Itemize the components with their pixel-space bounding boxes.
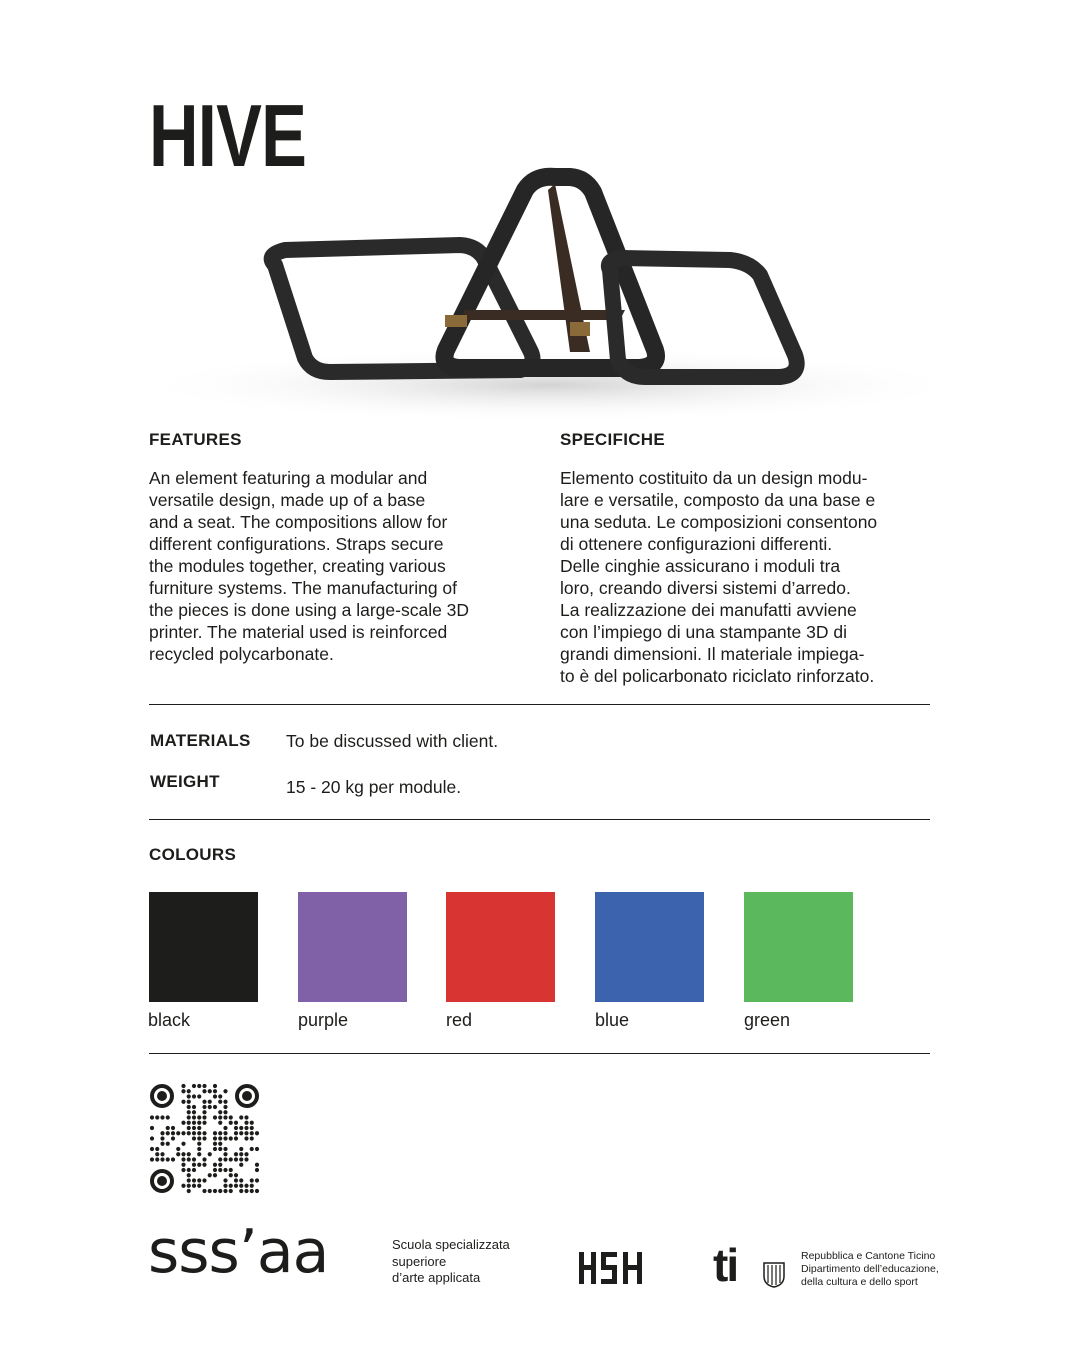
divider bbox=[149, 819, 930, 820]
divider bbox=[149, 704, 930, 705]
materials-value: To be discussed with client. bbox=[286, 731, 499, 751]
colour-swatch-green bbox=[744, 892, 853, 1002]
colour-swatch-blue bbox=[595, 892, 704, 1002]
canton-department: Repubblica e Cantone Ticino Dipartimento dell’educazione, della cultura e dello sport bbox=[801, 1250, 939, 1288]
colours-heading: COLOURS bbox=[149, 845, 237, 864]
colour-swatch-purple bbox=[298, 892, 407, 1002]
weight-label: WEIGHT bbox=[150, 772, 220, 791]
colour-swatch-red bbox=[446, 892, 555, 1002]
school-name: Scuola specializzata superiore d’arte applicata bbox=[392, 1237, 510, 1285]
divider bbox=[149, 1053, 930, 1054]
ticino-crest-icon bbox=[763, 1262, 785, 1288]
sssaa-logo: sss’aa bbox=[148, 1217, 329, 1287]
specifiche-heading: SPECIFICHE bbox=[560, 430, 666, 449]
colour-label: green bbox=[744, 1010, 791, 1030]
hsh-logo-icon bbox=[577, 1250, 647, 1286]
colour-label: red bbox=[446, 1010, 473, 1030]
colour-label: black bbox=[148, 1010, 191, 1030]
product-image bbox=[100, 160, 980, 430]
materials-label: MATERIALS bbox=[150, 731, 251, 750]
page-title: HIVE bbox=[149, 86, 307, 185]
features-heading: FEATURES bbox=[149, 430, 242, 449]
specifiche-text: Elemento costituito da un design modu- lare e versatile, composto da una base e una seduta. Le composizioni consentono di ottenere configurazioni differenti. Delle cinghie assicurano i moduli tra loro, creando diversi sistemi d’arredo. La realizzazione dei manufatti avviene con l’impiego di una stampante 3D di grandi dimensioni. Il materiale impiega- to è del policarbonato riciclato rinforzato. bbox=[560, 468, 878, 686]
colour-swatch-black bbox=[149, 892, 258, 1002]
weight-value: 15 - 20 kg per module. bbox=[286, 777, 462, 797]
colour-label: blue bbox=[595, 1010, 630, 1030]
ti-logo: ti bbox=[713, 1239, 738, 1291]
qr-code-icon[interactable] bbox=[149, 1083, 260, 1194]
features-text: An element featuring a modular and versatile design, made up of a base and a seat. The compositions allow for different configurations. Straps secure the modules together, creating various furniture systems. The manufacturing of the pieces is done using a large-scale 3D printer. The material used is reinforced recycled polycarbonate. bbox=[149, 468, 470, 664]
colour-label: purple bbox=[298, 1010, 349, 1030]
